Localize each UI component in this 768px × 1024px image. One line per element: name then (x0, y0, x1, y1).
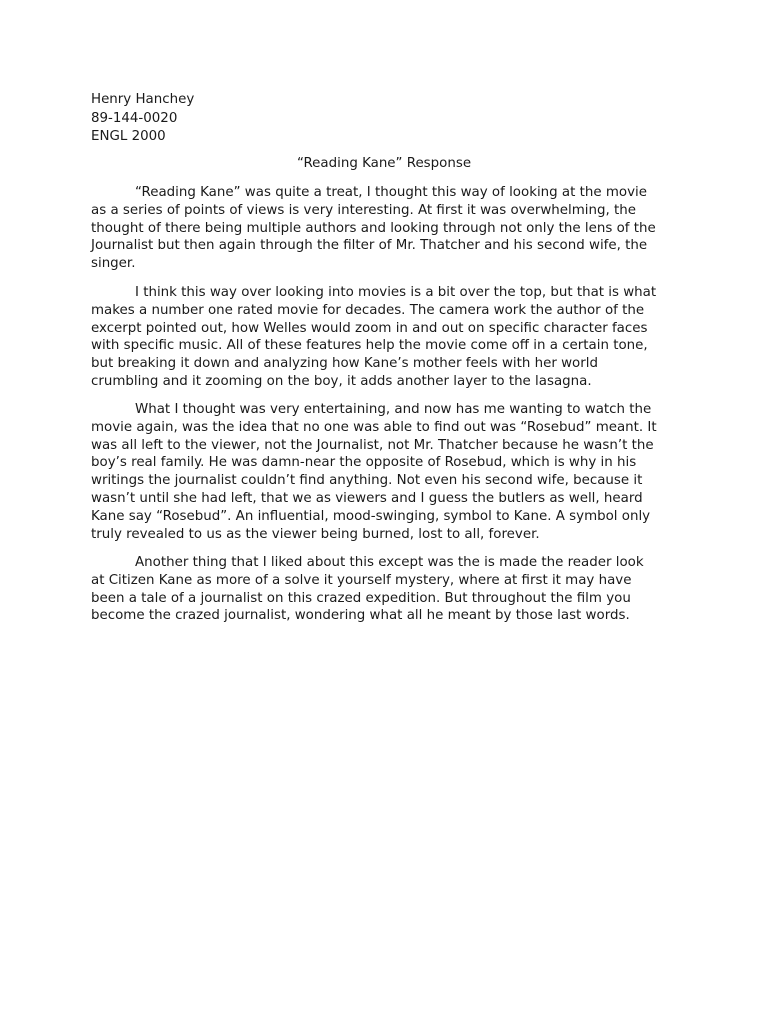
paragraph-4 (91, 554, 691, 625)
paragraph-line: singer. (91, 256, 136, 272)
paragraph-1 (91, 184, 691, 273)
paragraph-line: writings the journalist couldn’t find anything. Not even his second wife, because it (91, 473, 643, 489)
paragraph-line: at Citizen Kane as more of a solve it yourself mystery, where at first it may have (91, 572, 632, 588)
paragraph-line: but breaking it down and analyzing how Kane’s mother feels with her world (91, 356, 598, 372)
paragraph-line: been a tale of a journalist on this crazed expedition. But throughout the film you (91, 590, 631, 606)
paragraph-line: “Reading Kane” was quite a treat, I thought this way of looking at the movie (135, 185, 647, 200)
paragraph-line: thought of there being multiple authors and looking through not only the lens of the (91, 220, 656, 236)
paragraph-line: become the crazed journalist, wondering what all he meant by those last words. (91, 608, 630, 624)
paragraph-line: makes a number one rated movie for decades. The camera work the author of the (91, 302, 645, 318)
paragraph-line: truly revealed to us as the viewer being burned, lost to all, forever. (91, 526, 540, 542)
document-title: “Reading Kane” Response (296, 156, 472, 171)
course-code: ENGL 2000 (91, 129, 166, 144)
paragraph-2 (91, 284, 691, 391)
paragraph-line: was all left to the viewer, not the Journalist, not Mr. Thatcher because he wasn’t the (91, 437, 654, 453)
paragraph-line: Kane say “Rosebud”. An influential, mood-swinging, symbol to Kane. A symbol only (91, 508, 651, 524)
paragraph-3 (91, 401, 691, 543)
paragraph-line: What I thought was very entertaining, and now has me wanting to watch the (135, 402, 652, 417)
paragraph-line: excerpt pointed out, how Welles would zoom in and out on specific character faces (91, 320, 648, 336)
paragraph-line: boy’s real family. He was damn-near the opposite of Rosebud, which is why in his (91, 455, 637, 471)
paragraph-line: with specific music. All of these features help the movie come off in a certain tone, (91, 338, 648, 354)
student-id: 89-144-0020 (91, 110, 178, 126)
paragraph-line: Journalist but then again through the filter of Mr. Thatcher and his second wife, the (91, 238, 648, 254)
paragraph-line: I think this way over looking into movies is a bit over the top, but that is what (135, 285, 657, 300)
paragraph-line: movie again, was the idea that no one was able to find out was “Rosebud” meant. It (91, 419, 657, 435)
paragraph-line: wasn’t until she had left, that we as viewers and I guess the butlers as well, heard (91, 490, 643, 506)
paragraph-line: as a series of points of views is very interesting. At first it was overwhelming, the (91, 202, 636, 218)
author-name: Henry Hanchey (91, 92, 195, 107)
paragraph-line: crumbling and it zooming on the boy, it adds another layer to the lasagna. (91, 373, 592, 389)
paragraph-line: Another thing that I liked about this except was the is made the reader look (135, 555, 644, 570)
